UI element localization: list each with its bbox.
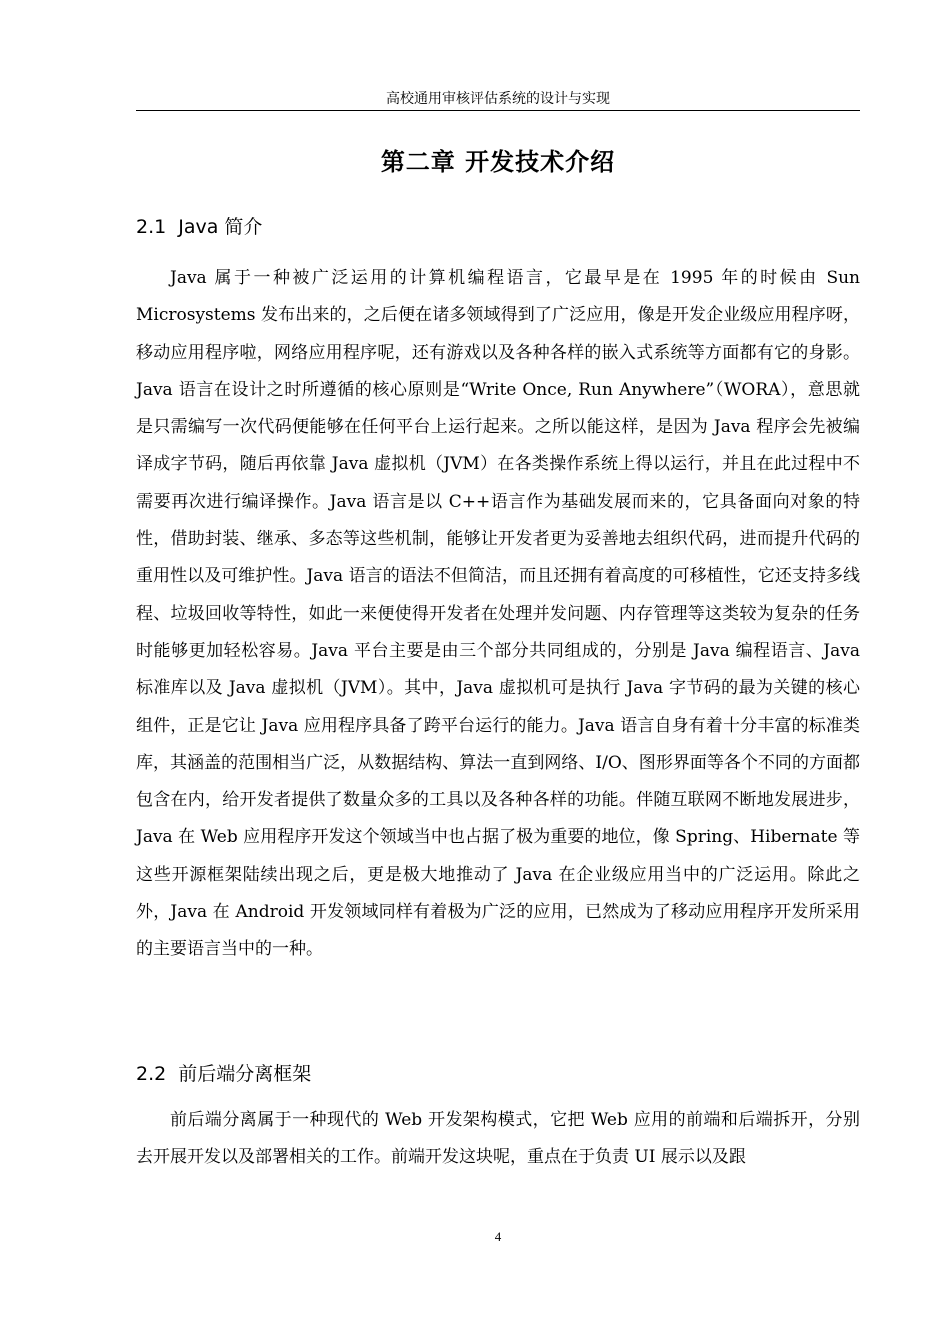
section-number: 2.2 [136, 1063, 167, 1085]
section-title: Java 简介 [178, 216, 263, 238]
section-number: 2.1 [136, 216, 167, 238]
section-heading-2-1 [136, 214, 860, 240]
section-2-1-paragraph: Java 属于一种被广泛运用的计算机编程语言，它最早是在 1995 年的时候由 Sun Microsystems 发布出来的，之后便在诸多领域得到了广泛应用，像是开发企业级应用程序呀，移动应用程序啦，网络应用程序呢，还有游戏以及各种各样的嵌入式系统等方面都有它的身影。Java 语言在设计之时所遵循的核心原则是“Write Once, Run Anywhere”（WORA），意思就是只需编写一次代码便能够在任何平台上运行起来。之所以能这样，是因为 Java 程序会先被编译成字节码，随后再依靠 Java 虚拟机（JVM）在各类操作系统上得以运行，并且在此过程中不需要再次进行编译操作。Java 语言是以 C++语言作为基础发展而来的，它具备面向对象的特性，借助封装、继承、多态等这些机制，能够让开发者更为妥善地去组织代码，进而提升代码的重用性以及可维护性。Java 语言的语法不但简洁，而且还拥有着高度的可移植性，它还支持多线程、垃圾回收等特性，如此一来便使得开发者在处理并发问题、内存管理等这类较为复杂的任务时能够更加轻松容易。Java 平台主要是由三个部分共同组成的，分别是 Java 编程语言、Java 标准库以及 Java 虚拟机（JVM）。其中，Java 虚拟机可是执行 Java 字节码的最为关键的核心组件，正是它让 Java 应用程序具备了跨平台运行的能力。Java 语言自身有着十分丰富的标准类库，其涵盖的范围相当广泛，从数据结构、算法一直到网络、I/O、图形界面等各个不同的方面都包含在内，给开发者提供了数量众多的工具以及各种各样的功能。伴随互联网不断地发展进步，Java 在 Web 应用程序开发这个领域当中也占据了极为重要的地位，像 Spring、Hibernate 等这些开源框架陆续出现之后，更是极大地推动了 Java 在企业级应用当中的广泛运用。除此之外，Java 在 Android 开发领域同样有着极为广泛的应用，已然成为了移动应用程序开发所采用的主要语言当中的一种。 [136, 268, 860, 960]
section-title: 前后端分离框架 [178, 1063, 312, 1085]
running-header: 高校通用审核评估系统的设计与实现 [386, 91, 610, 107]
section-heading-2-2 [136, 1061, 860, 1087]
header-rule [136, 110, 860, 111]
section-2-2-paragraph: 前后端分离属于一种现代的 Web 开发架构模式，它把 Web 应用的前端和后端拆开，分别去开展开发以及部署相关的工作。前端开发这块呢，重点在于负责 UI 展示以及跟 [136, 1110, 860, 1168]
page-number: 4 [494, 1229, 502, 1244]
chapter-title: 第二章 开发技术介绍 [380, 148, 616, 176]
